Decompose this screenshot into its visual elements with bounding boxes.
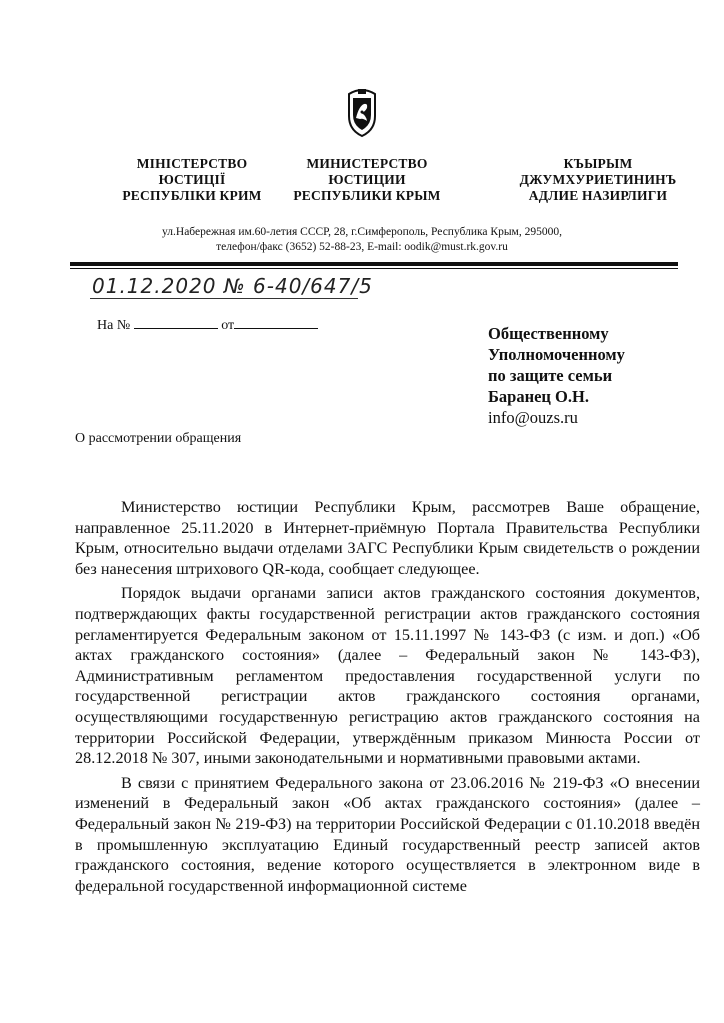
header-ru-line-1: МИНИСТЕРСТВО xyxy=(306,156,428,171)
outgoing-number-underline xyxy=(90,298,358,299)
reference-line xyxy=(97,316,318,334)
header-crh-line-3: АДЛИЕ НАЗИРЛИГИ xyxy=(528,188,668,203)
body-paragraph-3: В связи с принятием Федерального закона от 23.06.2016 № 219-ФЗ «О внесении изменений в Федеральный закон «Об актах гражданского состояния» (далее – Федеральный закон № 219-ФЗ) на территории Российской Федерации с 01.10.2018 введён в промышленную эксплуатацию Единый государственный реестр записей актов гражданского состояния, ведение которого осуществляется в электронном виде в федеральной государственной информационной системе xyxy=(75,773,700,895)
reference-prefix: На № xyxy=(97,318,131,333)
header-divider-thick xyxy=(70,262,678,266)
ministry-name-russian xyxy=(267,156,467,204)
header-divider-thin xyxy=(70,268,678,269)
letter-subject: О рассмотрении обращения xyxy=(75,431,242,446)
header-uk-line-3: РЕСПУБЛІКИ КРИМ xyxy=(122,188,262,203)
reference-number-blank xyxy=(134,316,218,329)
header-uk-line-2: ЮСТИЦІЇ xyxy=(158,172,226,187)
ministry-name-ukrainian xyxy=(97,156,287,204)
recipient-line-2: Уполномоченному xyxy=(488,345,625,364)
header-uk-line-1: МІНІСТЕРСТВО xyxy=(136,156,248,171)
header-ru-line-2: ЮСТИЦИИ xyxy=(328,172,406,187)
ministry-name-crimean-tatar xyxy=(498,156,698,204)
body-paragraph-1: Министерство юстиции Республики Крым, рассмотрев Ваше обращение, направленное 25.11.2020 в Интернет-приёмную Портала Правительства Республики Крым, относительно выдачи отделами ЗАГС Республики Крым свидетельств о рождении без нанесения штрихового QR-кода, сообщает следующее. xyxy=(75,498,700,578)
recipient-block xyxy=(488,323,625,428)
header-crh-line-1: КЪЫРЫМ xyxy=(563,156,633,171)
reference-date-blank xyxy=(234,316,318,329)
recipient-email: info@ouzs.ru xyxy=(488,408,578,427)
recipient-line-1: Общественному xyxy=(488,324,609,343)
recipient-line-3: по защите семьи xyxy=(488,366,613,385)
header-ru-line-3: РЕСПУБЛИКИ КРЫМ xyxy=(293,188,441,203)
body-paragraph-2: Порядок выдачи органами записи актов гражданского состояния документов, подтверждающих факты государственной регистрации актов гражданского состояния регламентируется Федеральным законом от 15.11.1997 № 143-ФЗ (с изм. и доп.) «Об актах гражданского состояния» (далее – Федеральный закон № 143-ФЗ), Административным регламентом предоставления государственной услуги по государственной регистрации актов гражданского состояния органами, осуществляющими государственную регистрацию актов гражданского состояния на территории Российской Федерации, утверждённым приказом Минюста России от 28.12.2018 № 307, иными законодательными и нормативными правовыми актами. xyxy=(75,584,700,768)
crimea-coat-of-arms-icon xyxy=(345,88,379,138)
recipient-name: Баранец О.Н. xyxy=(488,387,589,406)
outgoing-number-handwritten: 01.12.2020 № 6-40/647/5 xyxy=(92,274,373,298)
header-crh-line-2: ДЖУМХУРИЕТИНИНЪ xyxy=(519,172,677,187)
reference-from-label: от xyxy=(221,318,235,333)
address-line: ул.Набережная им.60-летия СССР, 28, г.Симферополь, Республика Крым, 295000, xyxy=(162,226,562,238)
contact-line: телефон/факс (3652) 52-88-23, E-mail: oodik@must.rk.gov.ru xyxy=(216,241,508,253)
letter-body xyxy=(75,497,700,896)
